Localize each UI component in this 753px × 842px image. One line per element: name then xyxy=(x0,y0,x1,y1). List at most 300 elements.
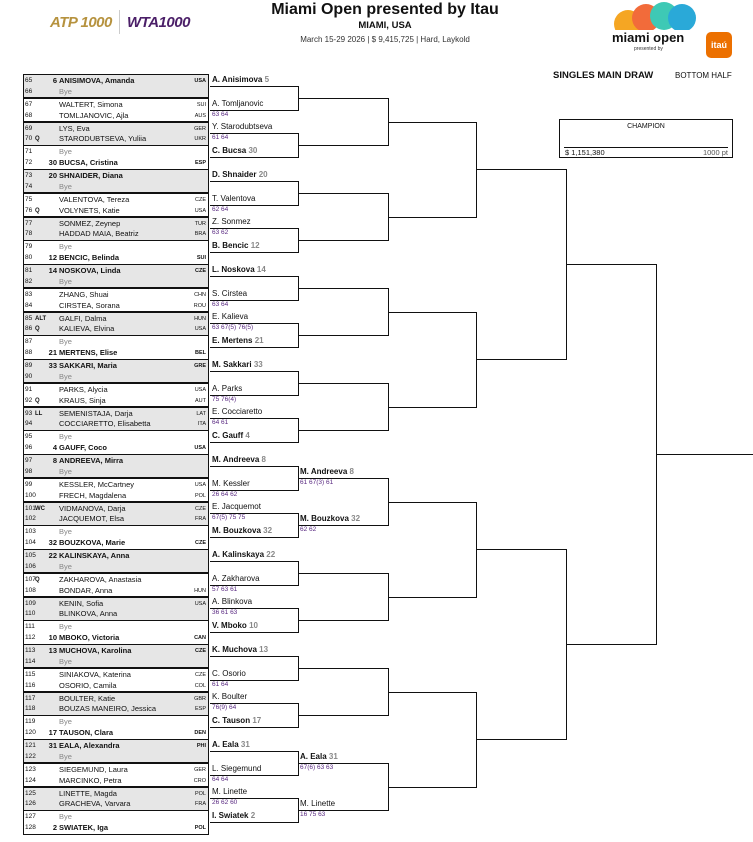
round3-line xyxy=(298,335,388,336)
player-name: TAUSON, Clara xyxy=(59,728,114,738)
entry-number: 88 xyxy=(25,349,33,357)
player-name: LYS, Eva xyxy=(59,123,90,133)
draw-entry xyxy=(23,110,209,122)
semifinal-line xyxy=(566,644,656,645)
player-name: SIEGEMUND, Laura xyxy=(59,764,128,774)
round2-score: 63 62 xyxy=(212,229,229,237)
entry-status: ALT xyxy=(35,315,47,322)
round2-name: E. Cocciaretto xyxy=(212,407,263,417)
player-name: SHNAIDER, Diana xyxy=(59,171,123,180)
bye-label: Bye xyxy=(59,812,72,822)
entry-status: Q xyxy=(35,207,40,214)
draw-entry xyxy=(23,312,209,324)
draw-entry xyxy=(23,787,209,799)
round2-line xyxy=(210,442,298,443)
draw-entry xyxy=(23,228,209,240)
champion-points: 1000 pt xyxy=(702,148,728,157)
round3-player xyxy=(300,752,338,762)
draw-entry xyxy=(23,513,209,525)
round3-line xyxy=(298,668,388,669)
round2-line xyxy=(210,371,298,372)
country-code: CAN xyxy=(194,635,206,642)
round4-line xyxy=(388,692,476,693)
round2-score: 76(9) 64 xyxy=(212,704,237,712)
round2-name: M. Andreeva xyxy=(212,454,260,464)
round2-seed: 2 xyxy=(250,811,256,821)
draw-entry xyxy=(23,395,209,407)
player-name: SEMENISTAJA, Darja xyxy=(59,408,133,418)
draw-entry xyxy=(23,335,209,347)
player-name: ZAKHAROVA, Anastasia xyxy=(59,574,142,584)
round2-player xyxy=(212,716,261,726)
round2-line xyxy=(210,228,298,229)
player-name: JACQUEMOT, Elsa xyxy=(59,514,125,524)
round2-name: K. Muchova xyxy=(212,644,257,654)
round2-name: A. Tomljanovic xyxy=(212,98,264,108)
country-code: CZE xyxy=(195,268,206,274)
player-name: BLINKOVA, Anna xyxy=(59,609,118,619)
entry-number: 72 xyxy=(25,159,33,167)
player-name: BOUZAS MANEIRO, Jessica xyxy=(59,704,157,714)
entry-number: 108 xyxy=(25,586,36,594)
entry-seed: 4 xyxy=(52,443,57,453)
round2-line xyxy=(210,537,298,538)
country-code: GBR xyxy=(194,695,206,702)
draw-entry xyxy=(23,133,209,145)
round4-line xyxy=(388,597,476,598)
entry-number: 121 xyxy=(25,742,36,749)
player-name: PARKS, Alycia xyxy=(59,384,108,394)
draw-entry xyxy=(23,430,209,442)
entry-number: 85 xyxy=(25,314,33,322)
round2-name: A. Eala xyxy=(212,739,239,749)
draw-entry xyxy=(23,359,209,371)
quarterfinal-line xyxy=(476,549,566,550)
bye-label: Bye xyxy=(59,86,72,96)
player-name: ANDREEVA, Mirra xyxy=(59,456,124,465)
entry-number: 79 xyxy=(25,243,33,251)
draw-entry xyxy=(23,193,209,205)
entry-number: 78 xyxy=(25,230,33,238)
entry-number: 102 xyxy=(25,515,36,523)
entry-number: 95 xyxy=(25,433,33,441)
round3-name: M. Andreeva xyxy=(300,466,348,476)
round2-name: E. Jacquemot xyxy=(212,502,261,512)
draw-entry xyxy=(23,181,209,193)
draw-entry xyxy=(23,822,209,834)
country-code: CRO xyxy=(193,777,206,784)
entry-number: 104 xyxy=(25,539,36,547)
itau-logo: itaú xyxy=(706,32,732,58)
round2-player xyxy=(212,241,260,251)
country-code: AUT xyxy=(195,397,206,404)
round2-score: 61 64 xyxy=(212,134,229,142)
draw-entry xyxy=(23,715,209,727)
entry-number: 117 xyxy=(25,694,36,702)
round2-name: M. Sakkari xyxy=(212,359,252,369)
entry-number: 98 xyxy=(25,467,33,475)
champion-box xyxy=(559,119,733,158)
country-code: GER xyxy=(194,125,206,132)
round3-name: A. Eala xyxy=(300,751,327,761)
entry-number: 71 xyxy=(25,148,33,156)
round2-player xyxy=(212,574,260,584)
entry-number: 90 xyxy=(25,372,33,380)
entry-number: 86 xyxy=(25,325,33,333)
country-code: CZE xyxy=(195,505,206,512)
country-code: USA xyxy=(194,78,206,84)
round2-name: C. Osorio xyxy=(212,668,246,678)
round2-seed: 20 xyxy=(258,169,268,179)
country-code: CZE xyxy=(195,540,206,547)
player-name: BOUZKOVA, Marie xyxy=(59,538,126,548)
round2-line xyxy=(210,585,298,586)
player-name: FRECH, Magdalena xyxy=(59,490,127,500)
entry-seed: 20 xyxy=(48,171,57,180)
player-name: KALIEVA, Elvina xyxy=(59,324,115,334)
draw-entry xyxy=(23,537,209,549)
country-code: POL xyxy=(194,825,206,832)
draw-entry xyxy=(23,644,209,656)
round2-line xyxy=(210,490,298,491)
entry-number: 115 xyxy=(25,670,36,678)
round2-player xyxy=(212,550,275,560)
draw-entry xyxy=(23,751,209,763)
round2-player xyxy=(212,669,246,679)
draw-entry xyxy=(23,810,209,822)
player-name: KENIN, Sofia xyxy=(59,598,104,608)
entry-seed: 8 xyxy=(52,456,57,465)
round2-line xyxy=(210,86,298,87)
quarterfinal-line xyxy=(476,169,566,170)
round2-line xyxy=(210,276,298,277)
round2-player xyxy=(212,75,269,85)
player-name: KALINSKAYA, Anna xyxy=(59,551,130,560)
round2-line xyxy=(210,323,298,324)
round2-line xyxy=(210,632,298,633)
round2-score: 63 64 xyxy=(212,110,229,118)
entry-number: 110 xyxy=(25,610,36,618)
round2-name: M. Bouzkova xyxy=(212,526,261,536)
round4-line xyxy=(388,502,476,503)
player-name: GRACHEVA, Varvara xyxy=(59,799,131,809)
country-code: HUN xyxy=(194,587,206,594)
round3-line xyxy=(298,383,388,384)
bye-label: Bye xyxy=(59,242,72,252)
bye-label: Bye xyxy=(59,466,72,476)
entry-number: 126 xyxy=(25,800,36,808)
entry-number: 75 xyxy=(25,195,33,203)
quarterfinal-line xyxy=(476,739,566,740)
entry-number: 68 xyxy=(25,111,33,119)
round2-player xyxy=(212,217,251,227)
country-code: USA xyxy=(194,326,206,333)
draw-entry xyxy=(23,573,209,585)
draw-entry xyxy=(23,157,209,169)
miami-open-logo-graphic xyxy=(610,0,700,30)
entry-seed: 12 xyxy=(48,253,57,263)
round2-name: D. Shnaider xyxy=(212,169,257,179)
miami-open-logo-text: miami open xyxy=(612,30,685,45)
draw-entry xyxy=(23,656,209,668)
round2-player xyxy=(212,407,262,417)
country-code: COL xyxy=(194,682,206,689)
player-name: HADDAD MAIA, Beatriz xyxy=(59,229,139,239)
round2-name: E. Mertens xyxy=(212,336,253,346)
round2-name: L. Noskova xyxy=(212,264,255,274)
player-name: SAKKARI, Maria xyxy=(59,361,117,370)
bye-label: Bye xyxy=(59,181,72,191)
round3-name: M. Linette xyxy=(300,799,336,809)
entry-number: 65 xyxy=(25,77,33,84)
player-name: KESSLER, McCartney xyxy=(59,479,135,489)
entry-number: 74 xyxy=(25,182,33,190)
bye-label: Bye xyxy=(59,717,72,727)
draw-entry xyxy=(23,632,209,644)
bye-label: Bye xyxy=(59,751,72,761)
draw-entry xyxy=(23,276,209,288)
entry-number: 77 xyxy=(25,219,33,227)
entry-status: Q xyxy=(35,397,40,404)
round2-player xyxy=(212,312,248,322)
round2-name: L. Siegemund xyxy=(212,763,262,773)
round2-player xyxy=(212,146,257,156)
round2-seed: 32 xyxy=(263,526,273,536)
player-name: LINETTE, Magda xyxy=(59,788,117,798)
round4-line xyxy=(388,217,476,218)
player-name: VALENTOVA, Tereza xyxy=(59,194,130,204)
round2-score: 57 63 61 xyxy=(212,585,238,593)
presented-by-label: presented by xyxy=(634,46,663,52)
player-name: TOMLJANOVIC, Ajla xyxy=(59,110,129,120)
draw-entry xyxy=(23,86,209,98)
round2-name: A. Anisimova xyxy=(212,74,263,84)
player-name: SONMEZ, Zeynep xyxy=(59,218,121,228)
draw-entry xyxy=(23,74,209,86)
round2-score: 62 64 xyxy=(212,205,229,213)
draw-entry xyxy=(23,585,209,597)
entry-number: 83 xyxy=(25,290,33,298)
player-name: VIDMANOVA, Darja xyxy=(59,503,126,513)
entry-number: 111 xyxy=(25,623,35,631)
bye-label: Bye xyxy=(59,622,72,632)
country-code: CZE xyxy=(195,196,206,203)
round3-player xyxy=(300,799,335,809)
draw-entry xyxy=(23,264,209,276)
player-name: MUCHOVA, Karolina xyxy=(59,646,132,655)
draw-title: SINGLES MAIN DRAW xyxy=(553,70,654,81)
round2-player xyxy=(212,502,261,512)
entry-status: WC xyxy=(35,505,45,512)
player-name: EALA, Alexandra xyxy=(59,741,120,750)
entry-number: 101 xyxy=(25,504,36,512)
round2-name: Y. Starodubtseva xyxy=(212,122,273,132)
round2-seed: 10 xyxy=(249,621,258,631)
player-name: CIRSTEA, Sorana xyxy=(59,300,120,310)
entry-number: 127 xyxy=(25,813,36,821)
country-code: POL xyxy=(194,492,206,499)
player-name: MERTENS, Elise xyxy=(59,348,118,358)
draw-entry xyxy=(23,490,209,502)
round2-name: M. Linette xyxy=(212,787,248,797)
draw-entry xyxy=(23,525,209,537)
round3-player xyxy=(300,467,354,477)
country-code: USA xyxy=(194,386,206,393)
entry-status: LL xyxy=(35,410,43,417)
entry-number: 106 xyxy=(25,562,36,570)
country-code: PHI xyxy=(196,743,206,749)
round2-player xyxy=(212,455,266,465)
draw-entry xyxy=(23,418,209,430)
entry-seed: 30 xyxy=(48,158,57,168)
round2-name: A. Blinkova xyxy=(212,597,253,607)
country-code: CHN xyxy=(194,291,206,298)
entry-number: 84 xyxy=(25,301,33,309)
round2-line xyxy=(210,205,298,206)
entry-number: 66 xyxy=(25,87,33,95)
player-name: GAUFF, Coco xyxy=(59,443,107,453)
entry-number: 122 xyxy=(25,752,36,760)
country-code: FRA xyxy=(195,801,206,808)
round2-line xyxy=(210,798,298,799)
tournament-info: March 15-29 2026 | $ 9,415,725 | Hard, Laykold xyxy=(300,35,470,44)
draw-entry xyxy=(23,466,209,478)
round3-line xyxy=(298,193,388,194)
player-name: WALTERT, Simona xyxy=(59,99,123,109)
bye-label: Bye xyxy=(59,337,72,347)
country-code: TUR xyxy=(194,220,206,227)
country-code: ROU xyxy=(193,302,206,309)
round2-line xyxy=(210,680,298,681)
round2-player xyxy=(212,431,250,441)
country-code: BRA xyxy=(194,231,206,238)
draw-entry xyxy=(23,763,209,775)
round2-name: B. Bencic xyxy=(212,241,249,251)
round2-score: 64 64 xyxy=(212,775,229,783)
bye-label: Bye xyxy=(59,432,72,442)
round2-line xyxy=(210,775,298,776)
entry-number: 107 xyxy=(25,575,36,583)
draw-entry xyxy=(23,703,209,715)
final-line xyxy=(656,454,753,455)
draw-entry xyxy=(23,205,209,217)
draw-entry xyxy=(23,692,209,704)
round2-score: 36 61 63 xyxy=(212,609,238,617)
round2-player xyxy=(212,194,255,204)
round2-name: S. Cirstea xyxy=(212,288,248,298)
draw-entry xyxy=(23,217,209,229)
entry-number: 76 xyxy=(25,206,33,214)
round2-name: A. Parks xyxy=(212,383,243,393)
player-name: ANISIMOVA, Amanda xyxy=(59,76,135,85)
entry-number: 82 xyxy=(25,277,33,285)
entry-number: 80 xyxy=(25,254,33,262)
country-code: CZE xyxy=(195,648,206,654)
player-name: SWIATEK, Iga xyxy=(59,823,109,833)
entry-number: 128 xyxy=(25,824,36,832)
round2-seed: 22 xyxy=(266,549,276,559)
round2-line xyxy=(210,418,298,419)
entry-number: 93 xyxy=(25,409,33,417)
entry-number: 92 xyxy=(25,396,33,404)
champion-label: CHAMPION xyxy=(627,123,665,130)
entry-seed: 2 xyxy=(52,823,57,833)
draw-entry xyxy=(23,608,209,620)
round3-score: 67(6) 63 63 xyxy=(300,763,334,771)
round2-score: 63 67(5) 76(5) xyxy=(212,324,254,332)
round2-seed: 5 xyxy=(264,74,270,84)
round2-player xyxy=(212,99,263,109)
round2-line xyxy=(210,466,298,467)
wta-logo: WTA1000 xyxy=(127,14,190,31)
player-name: ZHANG, Shuai xyxy=(59,289,109,299)
round2-line xyxy=(210,822,298,823)
round2-line xyxy=(210,110,298,111)
round2-seed: 14 xyxy=(256,264,266,274)
semifinal-line xyxy=(566,264,656,265)
player-name: MARCINKO, Petra xyxy=(59,775,122,785)
round2-score: 64 61 xyxy=(212,419,229,427)
entry-number: 124 xyxy=(25,776,36,784)
entry-seed: 10 xyxy=(48,633,57,643)
round2-name: Z. Sonmez xyxy=(212,217,251,227)
entry-seed: 32 xyxy=(48,538,57,548)
entry-number: 69 xyxy=(25,124,33,132)
round2-line xyxy=(210,157,298,158)
round2-player xyxy=(212,811,255,821)
entry-seed: 14 xyxy=(48,266,57,275)
tournament-title: Miami Open presented by Itau xyxy=(271,1,499,18)
round2-score: 67(5) 75 75 xyxy=(212,514,246,522)
bye-label: Bye xyxy=(59,527,72,537)
entry-seed: 31 xyxy=(48,741,57,750)
player-name: STARODUBTSEVA, Yuliia xyxy=(59,134,147,144)
round2-seed: 13 xyxy=(259,644,269,654)
player-name: GALFI, Dalma xyxy=(59,313,107,323)
country-code: UKR xyxy=(194,136,206,143)
atp-logo: ATP 1000 xyxy=(50,14,112,31)
entry-seed: 21 xyxy=(48,348,57,358)
round3-line xyxy=(298,240,388,241)
entry-number: 118 xyxy=(25,705,36,713)
entry-number: 67 xyxy=(25,100,33,108)
entry-number: 120 xyxy=(25,729,36,737)
round2-score: 75 76(4) xyxy=(212,395,237,403)
draw-entry xyxy=(23,442,209,454)
round2-line xyxy=(210,347,298,348)
draw-entry xyxy=(23,145,209,157)
draw-entry xyxy=(23,680,209,692)
round2-line xyxy=(210,252,298,253)
entry-number: 105 xyxy=(25,552,36,559)
entry-number: 114 xyxy=(25,657,36,665)
player-name: SINIAKOVA, Katerina xyxy=(59,669,131,679)
country-code: LAT xyxy=(196,410,206,417)
entry-number: 125 xyxy=(25,789,36,797)
entry-number: 100 xyxy=(25,491,36,499)
round2-name: I. Swiatek xyxy=(212,811,249,821)
player-name: BOULTER, Katie xyxy=(59,693,116,703)
entry-number: 89 xyxy=(25,362,33,369)
draw-entry xyxy=(23,98,209,110)
round2-player xyxy=(212,479,250,489)
round3-seed: 31 xyxy=(328,751,338,761)
round2-line xyxy=(210,751,298,752)
draw-entry xyxy=(23,288,209,300)
round2-player xyxy=(212,289,247,299)
entry-number: 109 xyxy=(25,599,36,607)
draw-entry xyxy=(23,502,209,514)
